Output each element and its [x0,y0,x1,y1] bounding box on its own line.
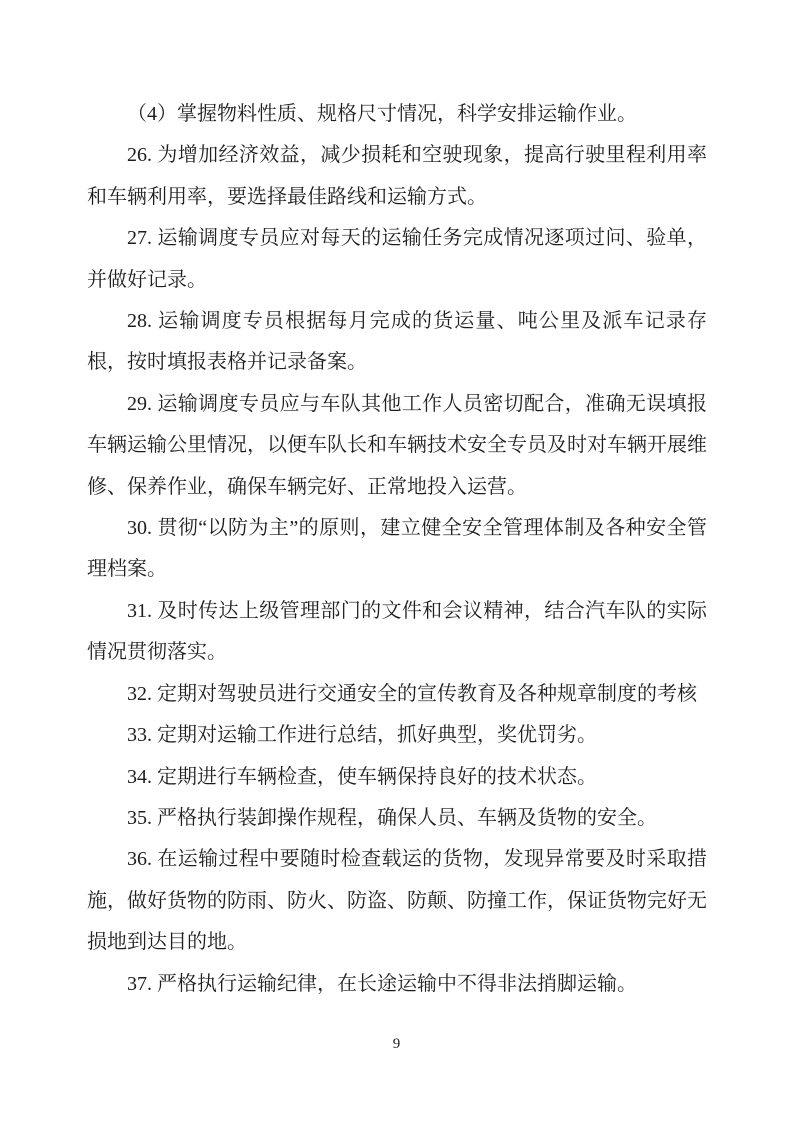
page-number: 9 [392,1036,401,1052]
paragraph-item-34: 34. 定期进行车辆检查，使车辆保持良好的技术状态。 [127,765,597,788]
document-content [87,94,707,1005]
paragraph-item-28: 28. 运输调度专员根据每月完成的货运量、吨公里及派车记录存根，按时填报表格并记录备案。 [87,310,707,374]
paragraph-item-26: 26. 为增加经济效益，减少损耗和空驶现象，提高行驶里程利用率和车辆利用率，要选择最佳路线和运输方式。 [87,144,707,208]
paragraph-item-36: 36. 在运输过程中要随时检查载运的货物，发现异常要及时采取措施，做好货物的防雨、防火、防盗、防颠、防撞工作，保证货物完好无损地到达目的地。 [87,848,707,954]
paragraph-item-37: 37. 严格执行运输纪律，在长途运输中不得非法捎脚运输。 [127,972,637,995]
paragraph-item-35: 35. 严格执行装卸操作规程，确保人员、车辆及货物的安全。 [127,806,657,829]
paragraph-sub-item-4: （4）掌握物料性质、规格尺寸情况，科学安排运输作业。 [127,103,637,125]
paragraph-item-32: 32. 定期对驾驶员进行交通安全的宣传教育及各种规章制度的考核 [127,682,697,705]
paragraph-item-33: 33. 定期对运输工作进行总结，抓好典型，奖优罚劣。 [127,724,597,747]
paragraph-item-29: 29. 运输调度专员应与车队其他工作人员密切配合，准确无误填报车辆运输公里情况，以便车队长和车辆技术安全专员及时对车辆开展维修、保养作业，确保车辆完好、正常地投入运营。 [87,392,707,498]
paragraph-item-27: 27. 运输调度专员应对每天的运输任务完成情况逐项过问、验单，并做好记录。 [87,227,707,291]
paragraph-item-30: 30. 贯彻“以防为主”的原则，建立健全安全管理体制及各种安全管理档案。 [87,517,707,581]
paragraph-item-31: 31. 及时传达上级管理部门的文件和会议精神，结合汽车队的实际情况贯彻落实。 [87,599,707,664]
